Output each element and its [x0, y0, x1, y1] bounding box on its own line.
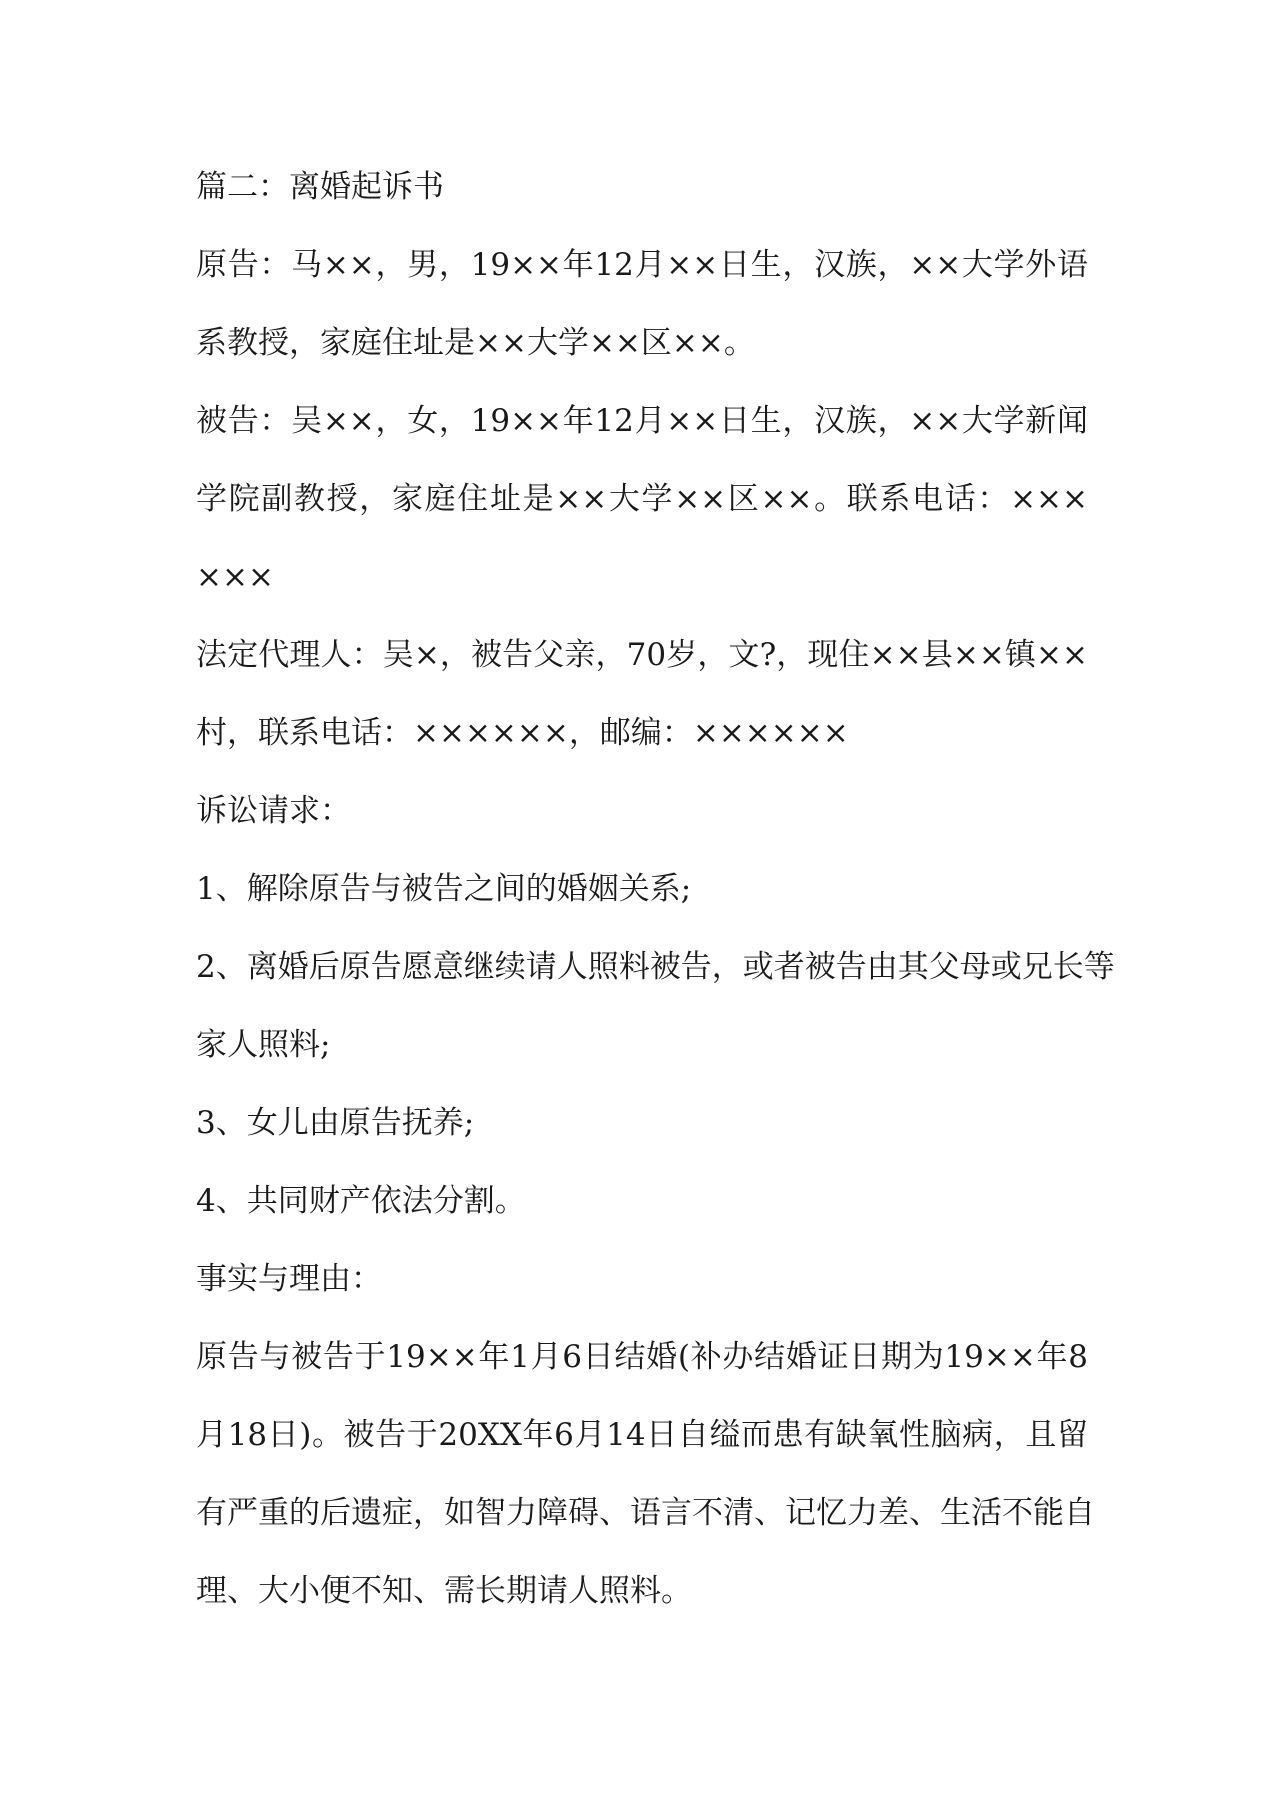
facts-line-1: 原告与被告于19××年1月6日结婚(补办结婚证日期为19××年8 — [196, 1339, 1088, 1375]
facts-line-4: 理、大小便不知、需长期请人照料。 — [196, 1573, 692, 1609]
claim-item-3: 3、女儿由原告抚养; — [196, 1105, 475, 1141]
document-body — [196, 148, 1115, 1630]
defendant-line-1: 被告：吴××，女，19××年12月××日生，汉族，××大学新闻 — [196, 403, 1088, 439]
facts-heading: 事实与理由： — [196, 1261, 382, 1297]
legal-agent-line-2: 村，联系电话：××××××，邮编：×××××× — [196, 715, 849, 751]
defendant-line-2: 学院副教授，家庭住址是××大学××区××。联系电话：××× — [196, 481, 1088, 517]
legal-agent-line-1: 法定代理人：吴×，被告父亲，70岁，文?，现住××县××镇×× — [196, 637, 1088, 673]
claim-item-2-line-2: 家人照料; — [196, 1027, 331, 1063]
facts-line-3: 有严重的后遗症，如智力障碍、语言不清、记忆力差、生活不能自 — [196, 1495, 1095, 1531]
section-title: 篇二：离婚起诉书 — [196, 169, 444, 205]
defendant-line-3: ××× — [196, 559, 274, 595]
claim-item-4: 4、共同财产依法分割。 — [196, 1183, 526, 1219]
facts-line-2: 月18日)。被告于20XX年6月14日自缢而患有缺氧性脑病，且留 — [196, 1417, 1088, 1453]
plaintiff-line-1: 原告：马××，男，19××年12月××日生，汉族，××大学外语 — [196, 247, 1088, 283]
claim-item-2-line-1: 2、离婚后原告愿意继续请人照料被告，或者被告由其父母或兄长等 — [196, 949, 1115, 985]
claims-heading: 诉讼请求： — [196, 793, 351, 829]
claim-item-1: 1、解除原告与被告之间的婚姻关系; — [196, 871, 692, 907]
plaintiff-line-2: 系教授，家庭住址是××大学××区××。 — [196, 325, 755, 361]
